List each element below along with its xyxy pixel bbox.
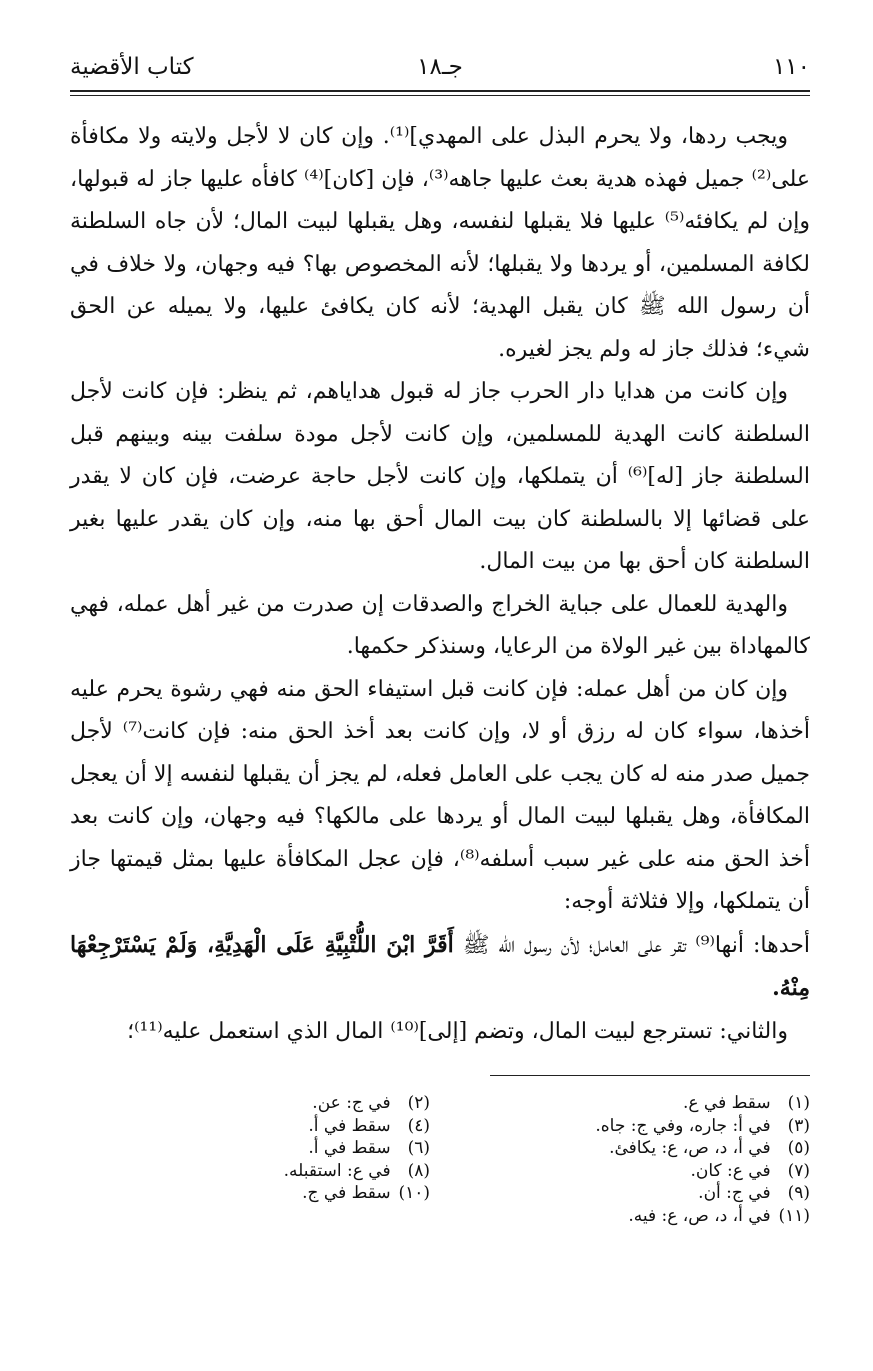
paragraph: والهدية للعمال على جباية الخراج والصدقات إن صدرت من غير أهل عمله، فهي كالمهاداة بين غير الولاة من الرعايا، وسنذكر حكمها. (70, 591, 810, 659)
first-opinion-paragraph (70, 924, 810, 1011)
footnote: (٨) في ع: استقبله. (283, 1160, 430, 1181)
book-title: كتاب الأقضية (70, 54, 194, 80)
footnote: (٣) في أ: جاره، وفي ج: جاه. (595, 1115, 810, 1136)
footnote-separator (490, 1075, 810, 1076)
footnote: (٩) في ج: أن. (698, 1183, 810, 1204)
footnote: (٦) سقط في أ. (308, 1138, 430, 1159)
first-opinion-text: أحدها: أنها⁽⁹⁾ تقر على العامل؛ لأن رسول الله ﷺ (462, 932, 810, 958)
header-rule (70, 90, 810, 92)
footnote: (٥) في أ، د، ص، ع: يكافئ. (609, 1138, 810, 1159)
footnote: (١١) في أ، د، ص، ع: فيه. (628, 1205, 810, 1226)
footnote: (١٠) سقط في ج. (302, 1183, 430, 1204)
paragraph: وإن كانت من هدايا دار الحرب جاز له قبول هداياهم، ثم ينظر: فإن كانت لأجل السلطنة كانت الهدية للمسلمين، وإن كانت لأجل مودة سلفت بينه وبينهم قبل السلطنة جاز [له]⁽⁶⁾ أن يتملكها، وإن كانت لأجل حاجة عرضت، فإن كان لا يقدر على قضائها إلا بالسلطنة كان بيت المال أحق بها منه، وإن كان يقدر عليها بغير السلطنة كان أحق بها من بيت المال. (70, 379, 810, 574)
volume-label: جـ١٨ (417, 54, 463, 80)
footnotes-column-left (70, 1092, 430, 1205)
footnote: (٧) في ع: كان. (690, 1160, 810, 1181)
page-number: ١١٠ (772, 54, 810, 80)
header-rule-thin (70, 95, 810, 96)
footnotes-column-right (430, 1092, 810, 1228)
paragraph: وإن كان من أهل عمله: فإن كانت قبل استيفاء الحق منه فهي رشوة يحرم عليه أخذها، سواء كان له رزق أو لا، وإن كانت بعد أخذ الحق منه: فإن كانت⁽⁷⁾ لأجل جميل صدر منه له كان يجب على العامل فعله، لم يجز أن يقبلها لنفسه إلا أن يعجل المكافأة، وهل يقبلها لبيت المال أو يردها على مالكها؟ فيه وجهان، وإن كانت بعد أخذ الحق منه على غير سبب أسلفه⁽⁸⁾، فإن عجل المكافأة عليها بمثل قيمتها جاز أن يتملكها، وإلا فثلاثة أوجه: (70, 676, 810, 914)
footnote: (٢) في ج: عن. (312, 1093, 430, 1113)
second-opinion-paragraph: والثاني: تسترجع لبيت المال، وتضم [إلى]⁽¹⁰⁾ المال الذي استعمل عليه⁽¹¹⁾؛ (127, 1018, 788, 1044)
footnote: (١) سقط في ع. (682, 1093, 810, 1113)
footnote: (٤) سقط في أ. (308, 1115, 430, 1136)
hadith-quote: أَقَرَّ ابْنَ اللُّتْبِيَّةِ عَلَى الْهَدِيَّةِ، وَلَمْ يَسْتَرْجِعْهَا مِنْهُ. (70, 931, 810, 1001)
main-text (70, 116, 810, 1053)
paragraph: ويجب ردها، ولا يحرم البذل على المهدي]⁽¹⁾. وإن كان لا لأجل ولايته ولا مكافأة على⁽²⁾ جميل فهذه هدية بعث عليها جاهه⁽³⁾، فإن [كان]⁽⁴⁾ كافأه عليها جاز له قبولها، وإن لم يكافئه⁽⁵⁾ عليها فلا يقبلها لنفسه، وهل يقبلها لبيت المال؛ لأن جاه السلطنة لكافة المسلمين، أو يردها ولا يقبلها؛ لأنه المخصوص بها؟ فيه وجهان، ولا خلاف في أن رسول الله ﷺ كان يقبل الهدية؛ لأنه كان يكافئ عليها، ولا يميله عن الحق شيء؛ فذلك جاز له ولم يجز لغيره. (70, 124, 810, 362)
